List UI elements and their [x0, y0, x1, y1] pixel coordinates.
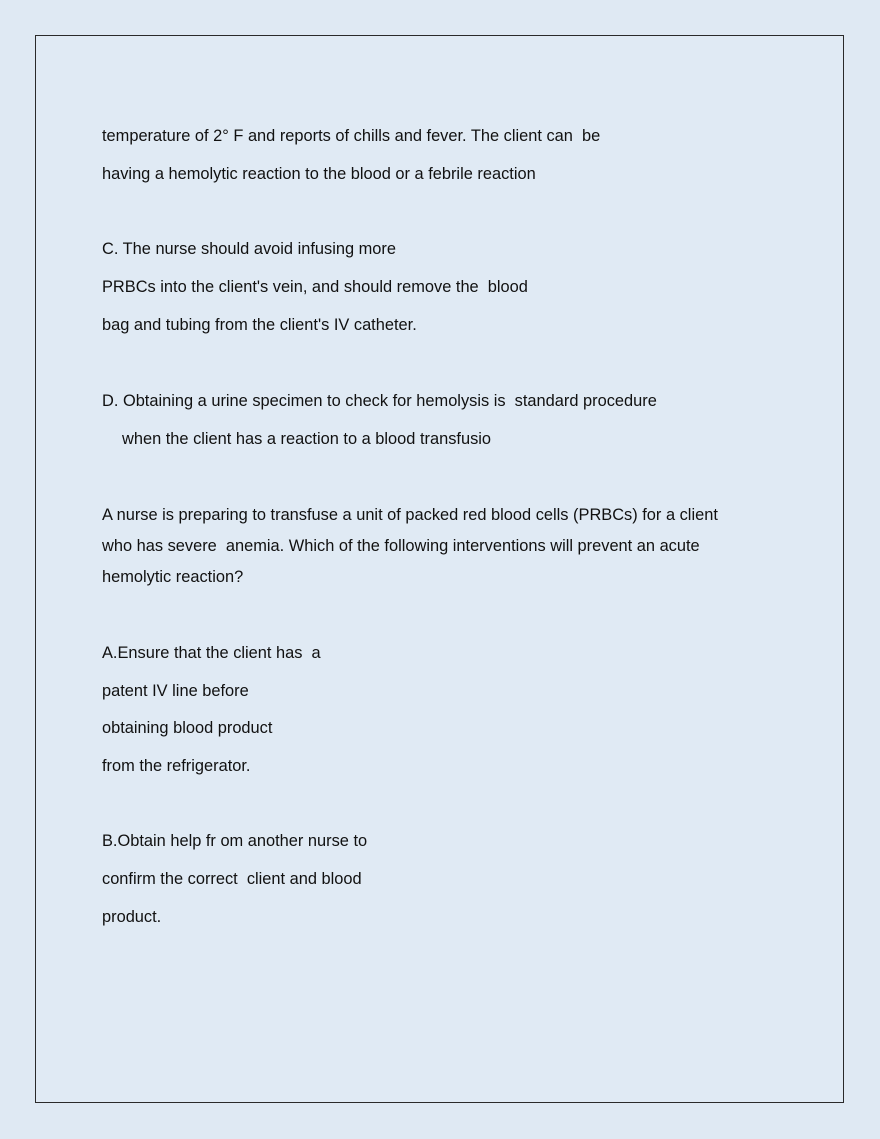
option-a-line-2: patent IV line before [102, 682, 249, 700]
answer-c-line-3: bag and tubing from the client's IV catheter. [102, 316, 417, 334]
answer-c-line-2: PRBCs into the client's vein, and should remove the blood [102, 278, 528, 296]
question-line-1: A nurse is preparing to transfuse a unit of packed red blood cells (PRBCs) for a client [102, 506, 718, 524]
answer-d-line-1: D. Obtaining a urine specimen to check for hemolysis is standard procedure [102, 392, 657, 410]
text-line-hemolytic: having a hemolytic reaction to the blood or a febrile reaction [102, 165, 536, 183]
option-b-line-2: confirm the correct client and blood [102, 870, 362, 888]
answer-d-line-2: when the client has a reaction to a blood transfusio [122, 430, 492, 448]
option-a-line-3: obtaining blood product [102, 719, 273, 737]
question-line-3: hemolytic reaction? [102, 568, 244, 586]
text-line-temperature: temperature of 2° F and reports of chills and fever. The client can be [102, 127, 601, 145]
option-b-line-1: B.Obtain help fr om another nurse to [102, 832, 368, 850]
option-b-line-3: product. [102, 908, 162, 926]
option-a-line-4: from the refrigerator. [102, 757, 251, 775]
answer-c-line-1: C. The nurse should avoid infusing more [102, 240, 396, 258]
option-a-line-1: A.Ensure that the client has a [102, 644, 321, 662]
question-line-2: who has severe anemia. Which of the following interventions will prevent an acute [102, 537, 700, 555]
